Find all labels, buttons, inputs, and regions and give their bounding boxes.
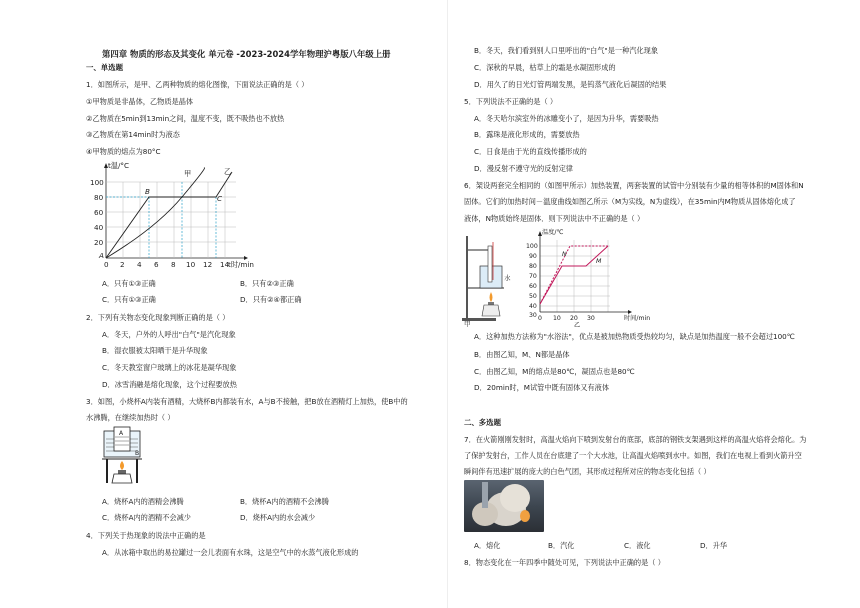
q3-stem-line1: 3．如图，小烧杯A内装有酒精，大烧杯B内都装有水，A与B不接触，把B放在酒精灯上加热，使B中的: [86, 397, 408, 406]
xtick: 8: [171, 260, 176, 269]
ytick: 70: [529, 273, 537, 280]
q3-stem-line2: 水沸腾，在继续加热时（ ）: [86, 413, 175, 422]
xtick: 4: [137, 260, 142, 269]
ytick: 90: [529, 253, 537, 260]
label-jia: 甲: [184, 169, 192, 178]
curve-jia: [106, 168, 205, 258]
q2-option-a[interactable]: A．冬天，户外的人呼出"白气"是汽化现象: [102, 330, 236, 339]
curve-yi: [106, 172, 232, 258]
ytick: 40: [529, 303, 537, 310]
q1-statement-3: ③乙物质在第14min时为液态: [86, 130, 180, 139]
ytick: 60: [529, 283, 537, 290]
q5-stem: 5．下列说法不正确的是（ ）: [464, 97, 558, 106]
q3-option-c[interactable]: C．烧杯A内的酒精不会减少: [102, 513, 191, 522]
q5-option-b[interactable]: B．露珠是液化形成的，需要放热: [474, 130, 580, 139]
x-axis-label: t时/min: [228, 260, 254, 269]
q1-option-c[interactable]: C．只有①③正确: [102, 295, 156, 304]
q6-stem-line2: 固体。它们的加热时间－温度曲线如图乙所示（M为实线，N为虚线），在35min内M物质从固体熔化成了: [464, 197, 796, 206]
graph-xlabel: 时间/min: [624, 315, 651, 322]
xtick: 10: [186, 260, 196, 269]
xtick: 10: [553, 315, 561, 322]
q5-option-c[interactable]: C．日食是由于光的直线传播形成的: [474, 147, 587, 156]
q7-stem-line3: 瞬间伴有迅速扩展的庞大的白色气团，其形成过程所对应的物态变化包括（ ）: [464, 467, 711, 476]
q8-stem: 8．物态变化在一年四季中随处可见，下列说法中正确的是（ ）: [464, 558, 665, 567]
rocket-launch-photo: [464, 480, 544, 532]
q7-option-d[interactable]: D．升华: [700, 541, 728, 550]
q4-option-a[interactable]: A．从冰箱中取出的易拉罐过一会儿表面有水珠，这是空气中的水蒸气液化形成的: [102, 548, 359, 557]
q2-option-b[interactable]: B．湿衣服被太阳晒干是升华现象: [102, 346, 208, 355]
q1-option-b[interactable]: B．只有②③正确: [240, 279, 294, 288]
temperature-time-graph: [520, 228, 660, 328]
q2-stem: 2．下列有关物态变化现象判断正确的是（ ）: [86, 313, 230, 322]
q2-option-c[interactable]: C．冬天教室窗户玻璃上的冰花是凝华现象: [102, 363, 237, 372]
section-single-choice: 一、单选题: [86, 63, 123, 72]
q6-option-d[interactable]: D．20min时，M试管中既有固体又有液体: [474, 383, 610, 392]
q1-option-d[interactable]: D．只有②④都正确: [240, 295, 302, 304]
curve-label-M: M: [596, 258, 602, 265]
q3-option-d[interactable]: D．烧杯A内的水会减少: [240, 513, 316, 522]
ytick: 100: [90, 178, 104, 187]
xtick: 6: [154, 260, 159, 269]
q1-statement-4: ④甲物质的熔点为80°C: [86, 147, 161, 156]
ytick: 20: [94, 238, 104, 247]
curve-label-N: N: [562, 251, 567, 258]
ytick: 30: [529, 312, 537, 319]
q7-stem-line1: 7．在火箭刚刚发射时，高温火焰向下喷到发射台的底部，底部的钢铁支架遇到这样的高温火焰将会熔化。为: [464, 435, 807, 444]
xtick: 12: [203, 260, 213, 269]
q4-option-d[interactable]: D．用久了的日光灯管两端发黑，是钨蒸气液化后凝固的结果: [474, 80, 667, 89]
fig-label-yi: 乙: [574, 322, 581, 328]
page-title: 第四章 物质的形态及其变化 单元卷 -2023-2024学年物理沪粤版八年级上册: [102, 49, 391, 59]
q7-option-a[interactable]: A．熔化: [474, 541, 501, 550]
fig-label-water: 水: [504, 274, 511, 282]
q4-option-c[interactable]: C．深秋的早晨，枯草上的霜是水凝固形成的: [474, 63, 616, 72]
q7-option-b[interactable]: B．汽化: [548, 541, 575, 550]
ytick: 80: [529, 263, 537, 270]
graph-ylabel: 温度/℃: [542, 229, 564, 236]
q6-option-b[interactable]: B．由图乙知，M、N都是晶体: [474, 350, 570, 359]
xtick: 0: [104, 260, 109, 269]
y-axis-label: t温/°C: [108, 161, 130, 170]
ytick: 50: [529, 293, 537, 300]
q6-stem-line1: 6．架设两套完全相同的（如图甲所示）加热装置，两套装置的试管中分别装有少量的相等体积的M固体和N: [464, 181, 804, 190]
column-divider: [447, 0, 448, 608]
q5-option-a[interactable]: A．冬天哈尔滨室外的冰雕变小了，是因为升华，需要吸热: [474, 114, 659, 123]
label-yi: 乙: [224, 167, 232, 176]
q2-option-d[interactable]: D．冰雪消融是熔化现象，这个过程要放热: [102, 380, 237, 389]
q3-option-b[interactable]: B．烧杯A内的酒精不会沸腾: [240, 497, 329, 506]
beaker-heating-figure: [100, 425, 146, 485]
fig-label-B: B: [135, 450, 140, 457]
ytick: 80: [94, 193, 104, 202]
q3-option-a[interactable]: A．烧杯A内的酒精会沸腾: [102, 497, 184, 506]
melting-graph-jia-yi: [86, 158, 256, 270]
q6-option-a[interactable]: A．这种加热方法称为"水浴法"，优点是被加热物质受热较均匀，缺点是加热温度一般不会超过100℃: [474, 332, 795, 341]
section-multi-choice: 二、多选题: [464, 418, 501, 427]
ytick: 100: [526, 243, 538, 250]
xtick: 20: [570, 315, 578, 322]
fig-label-A: A: [119, 430, 124, 437]
q6-stem-line3: 液体，N物质始终是固体．则下列说法中不正确的是（ ）: [464, 214, 645, 223]
q4-stem: 4．下列关于热现象的说法中正确的是: [86, 531, 206, 540]
point-A: A: [99, 251, 104, 260]
q6-option-c[interactable]: C．由图乙知，M的熔点是80℃，凝固点也是80℃: [474, 367, 635, 376]
fig-label-jia: 甲: [464, 320, 471, 328]
xtick: 14: [220, 260, 230, 269]
point-B: B: [145, 187, 150, 196]
point-C: C: [217, 194, 223, 203]
q4-option-b[interactable]: B．冬天，我们看到别人口里呼出的"白气"是一种汽化现象: [474, 46, 659, 55]
q1-stem: 1．如图所示，是甲、乙两种物质的熔化图像，下面说法正确的是（ ）: [86, 80, 309, 89]
xtick: 30: [587, 315, 595, 322]
q1-option-a[interactable]: A．只有①③正确: [102, 279, 156, 288]
xtick: 0: [538, 315, 542, 322]
q7-option-c[interactable]: C．液化: [624, 541, 651, 550]
water-bath-apparatus: [462, 232, 526, 328]
q7-stem-line2: 了保护发射台，工作人员在台底建了一个大水池，让高温火焰喷到水中。如图，我们在电视上看到火箭升空: [464, 451, 802, 460]
q1-statement-1: ①甲物质是非晶体，乙物质是晶体: [86, 97, 194, 106]
ytick: 40: [94, 223, 104, 232]
ytick: 60: [94, 208, 104, 217]
q1-statement-2: ②乙物质在5min到13min之间，温度不变，既不吸热也不放热: [86, 114, 285, 123]
xtick: 2: [120, 260, 125, 269]
q5-option-d[interactable]: D．漫反射不遵守光的反射定律: [474, 164, 573, 173]
